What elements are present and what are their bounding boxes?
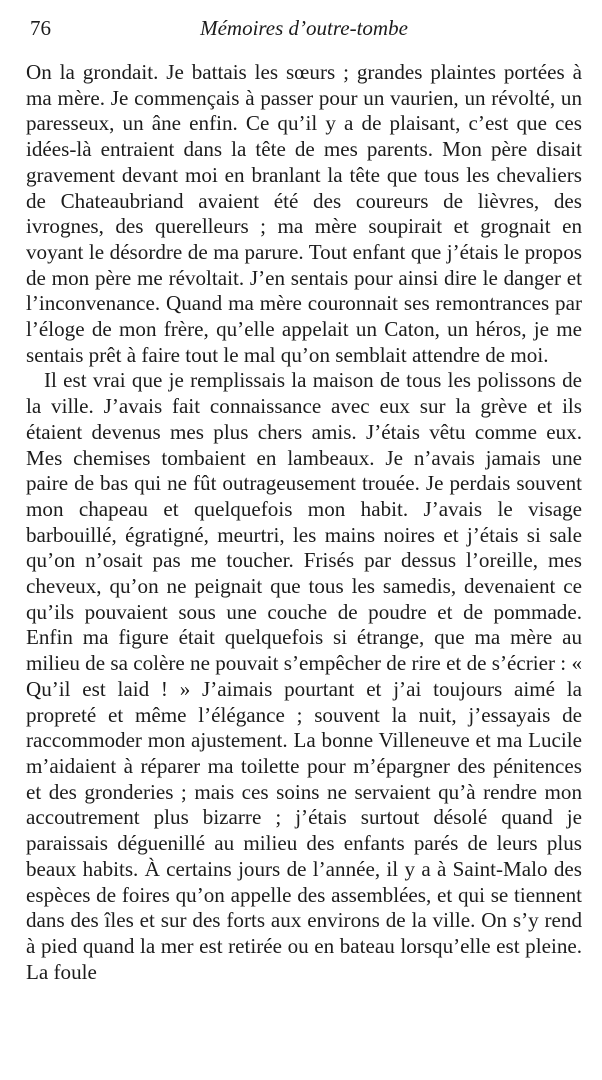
page-number: 76	[30, 16, 51, 40]
book-title: Mémoires d’outre-tombe	[200, 16, 408, 40]
paragraph: Il est vrai que je remplissais la maison de tous les polissons de la ville. J’avais fait connaissance avec eux sur la grève et ils étaient devenus mes plus chers amis. J’étais vêtu comme eux. Mes chemises tombaient en lambeaux. Je n’avais jamais une paire de bas qui ne fût outrageusement trouée. Je perdais souvent mon chapeau et quelquefois mon habit. J’avais le visage barbouillé, égratigné, meurtri, les mains noires et j’étais si sale qu’on n’osait pas me toucher. Frisés par dessus l’oreille, mes cheveux, qu’on ne peignait que tous les samedis, devenaient ce qu’ils pouvaient sous une couche de poudre et de pommade. Enfin ma figure était quelquefois si étrange, que ma mère au milieu de sa colère ne pouvait s’empêcher de rire et de s’écrier : « Qu’il est laid ! » J’aimais pourtant et j’ai toujours aimé la propreté et même l’élégance ; souvent la nuit, j’essayais de raccommoder mon ajustement. La bonne Villeneuve et ma Lucile m’aidaient à réparer ma toilette pour m’épargner des pénitences et des gronderies ; mais ces soins ne servaient qu’à rendre mon accoutrement plus bizarre ; j’étais surtout désolé quand je paraissais déguenillé au milieu des enfants parés de leurs plus beaux habits. À certains jours de l’année, il y a à Saint-Malo des espèces de foires qu’on appelle des assemblées, et qui se tiennent dans des îles et sur des forts aux environs de la ville. On s’y rend à pied quand la mer est retirée ou en bateau lorsqu’elle est pleine. La foule	[26, 368, 582, 984]
body-text	[26, 60, 582, 985]
running-head	[26, 12, 582, 44]
paragraph: On la grondait. Je battais les sœurs ; grandes plaintes portées à ma mère. Je commençais à passer pour un vaurien, un révolté, un paresseux, un âne enfin. Ce qu’il y a de plaisant, c’est que ces idées-là entraient dans la tête de mes parents. Mon père disait gravement devant moi en branlant la tête que tous les chevaliers de Chateaubriand avaient été des coureurs de lièvres, des ivrognes, des querelleurs ; ma mère soupirait et grognait en voyant le désordre de ma parure. Tout enfant que j’étais le propos de mon père me révoltait. J’en sentais pour ainsi dire le danger et l’inconvenance. Quand ma mère couronnait ses remontrances par l’éloge de mon frère, qu’elle appelait un Caton, un héros, je me sentais prêt à faire tout le mal qu’on semblait attendre de moi.	[26, 60, 582, 367]
